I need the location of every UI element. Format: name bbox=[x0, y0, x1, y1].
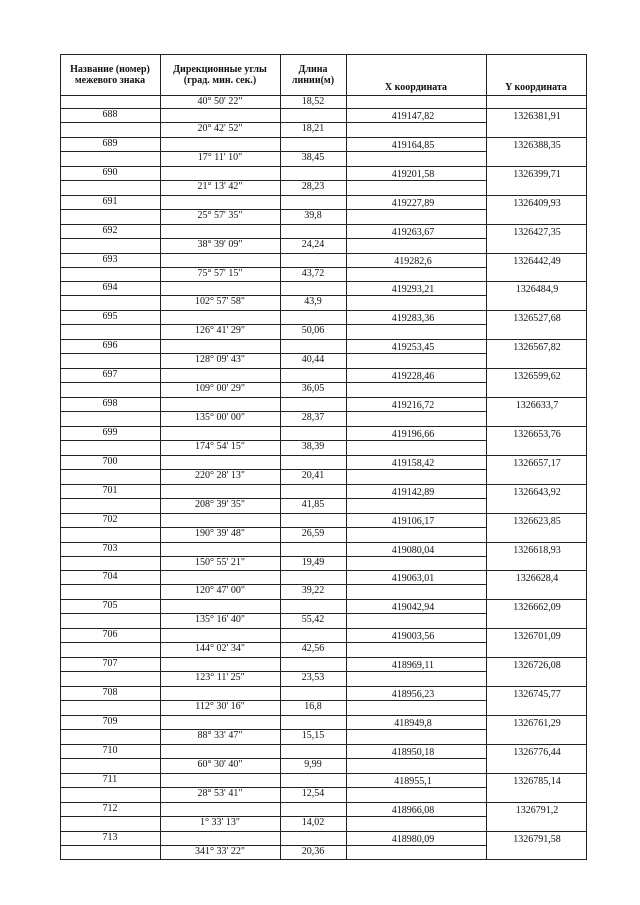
point-number: 706 bbox=[102, 629, 118, 641]
direction-angle: 112° 30' 16" bbox=[195, 701, 245, 712]
point-number: 696 bbox=[102, 340, 118, 352]
y-coordinate: 1326527,68 bbox=[513, 313, 561, 325]
line-length: 24,24 bbox=[301, 238, 325, 250]
point-number: 703 bbox=[102, 542, 118, 554]
direction-angle: 17° 11' 10" bbox=[197, 151, 243, 163]
point-number: 688 bbox=[102, 109, 118, 120]
y-coordinate: 1326726,08 bbox=[513, 660, 561, 672]
x-coordinate: 419142,89 bbox=[391, 486, 435, 498]
point-number: 705 bbox=[102, 600, 118, 612]
y-coordinate: 1326381,91 bbox=[513, 111, 561, 122]
line-length: 55,42 bbox=[301, 614, 325, 626]
x-coordinate: 419201,58 bbox=[391, 168, 435, 180]
x-coordinate: 419263,67 bbox=[391, 226, 435, 238]
y-coordinate: 1326399,71 bbox=[513, 168, 561, 180]
point-number: 694 bbox=[102, 282, 118, 294]
x-coordinate: 419283,36 bbox=[391, 313, 435, 325]
line-length: 50,06 bbox=[301, 325, 325, 337]
y-coordinate: 1326657,17 bbox=[513, 457, 561, 469]
y-coordinate: 1326633,7 bbox=[515, 400, 559, 411]
first-angle: 40° 50' 22" bbox=[197, 96, 243, 107]
point-number: 708 bbox=[102, 687, 118, 698]
point-number: 691 bbox=[102, 195, 118, 207]
x-coordinate: 419253,45 bbox=[391, 342, 435, 354]
line-length: 42,56 bbox=[301, 643, 325, 655]
x-coordinate: 419293,21 bbox=[391, 284, 435, 296]
y-coordinate: 1326653,76 bbox=[513, 428, 561, 440]
coordinates-table bbox=[60, 54, 586, 860]
point-number: 701 bbox=[102, 484, 118, 496]
direction-angle: 190° 39' 48" bbox=[195, 527, 245, 539]
line-length: 23,53 bbox=[301, 672, 325, 684]
x-coordinate: 418955,1 bbox=[394, 775, 432, 787]
x-coordinate: 419063,01 bbox=[391, 573, 435, 585]
line-length: 18,21 bbox=[301, 123, 325, 134]
y-coordinate: 1326484,9 bbox=[515, 284, 559, 296]
y-coordinate: 1326599,62 bbox=[513, 371, 561, 383]
col-border-4 bbox=[486, 54, 487, 860]
y-coordinate: 1326701,09 bbox=[513, 631, 561, 643]
x-coordinate: 418950,18 bbox=[391, 746, 435, 758]
y-coordinate: 1326643,92 bbox=[513, 486, 561, 498]
header-name: Название (номер) межевого знака bbox=[60, 54, 160, 96]
direction-angle: 135° 16' 40" bbox=[195, 614, 245, 626]
point-number: 690 bbox=[102, 166, 118, 178]
x-coordinate: 419042,94 bbox=[391, 602, 435, 614]
direction-angle: 341° 33' 22" bbox=[195, 845, 245, 857]
col-border-right bbox=[586, 54, 587, 860]
line-length: 14,02 bbox=[301, 816, 325, 828]
y-coordinate: 1326662,09 bbox=[513, 602, 561, 614]
y-coordinate: 1326623,85 bbox=[513, 515, 561, 527]
direction-angle: 123° 11' 25" bbox=[195, 672, 245, 684]
first-length: 18,52 bbox=[301, 96, 325, 107]
direction-angle: 208° 39' 35" bbox=[195, 498, 245, 510]
y-coordinate: 1326791,2 bbox=[515, 804, 559, 816]
line-length: 40,44 bbox=[301, 354, 325, 366]
line-length: 41,85 bbox=[301, 498, 325, 510]
line-length: 43,9 bbox=[304, 296, 322, 308]
point-number: 698 bbox=[102, 398, 118, 409]
y-coordinate: 1326409,93 bbox=[513, 197, 561, 209]
direction-angle: 128° 09' 43" bbox=[195, 354, 245, 366]
point-number: 707 bbox=[102, 658, 118, 670]
header-x: X координата bbox=[346, 54, 486, 96]
direction-angle: 109° 00' 29" bbox=[195, 383, 245, 395]
x-coordinate: 418969,11 bbox=[391, 660, 435, 672]
line-length: 20,41 bbox=[301, 469, 325, 481]
y-coordinate: 1326427,35 bbox=[513, 226, 561, 238]
direction-angle: 20° 42' 52" bbox=[197, 123, 243, 134]
direction-angle: 126° 41' 29" bbox=[195, 325, 245, 337]
direction-angle: 135° 00' 00" bbox=[195, 412, 245, 423]
point-number: 712 bbox=[102, 802, 118, 814]
line-length: 12,54 bbox=[301, 787, 325, 799]
line-length: 19,49 bbox=[301, 556, 325, 568]
header-angle: Дирекционные углы (град. мин. сек.) bbox=[160, 54, 280, 96]
direction-angle: 174° 54' 15" bbox=[195, 440, 245, 452]
point-number: 689 bbox=[102, 137, 118, 149]
line-length: 43,72 bbox=[301, 267, 325, 279]
direction-angle: 88° 33' 47" bbox=[197, 729, 243, 741]
point-number: 713 bbox=[102, 831, 118, 843]
x-coordinate: 419216,72 bbox=[391, 400, 435, 411]
x-coordinate: 419003,56 bbox=[391, 631, 435, 643]
col-border-3 bbox=[346, 54, 347, 860]
point-number: 692 bbox=[102, 224, 118, 236]
x-coordinate: 419147,82 bbox=[391, 111, 435, 122]
header-y: Y координата bbox=[486, 54, 586, 96]
x-coordinate: 418949,8 bbox=[394, 717, 432, 729]
x-coordinate: 419227,89 bbox=[391, 197, 435, 209]
point-number: 700 bbox=[102, 455, 118, 467]
point-number: 693 bbox=[102, 253, 118, 265]
line-length: 28,37 bbox=[301, 412, 325, 423]
direction-angle: 120° 47' 00" bbox=[195, 585, 245, 597]
line-length: 28,23 bbox=[301, 180, 325, 192]
direction-angle: 21° 13' 42" bbox=[197, 180, 243, 192]
direction-angle: 25° 57' 35" bbox=[197, 209, 243, 221]
x-coordinate: 419158,42 bbox=[391, 457, 435, 469]
x-coordinate: 419196,66 bbox=[391, 428, 435, 440]
line-length: 9,99 bbox=[304, 758, 322, 770]
direction-angle: 1° 33' 13" bbox=[200, 816, 240, 828]
x-coordinate: 419106,17 bbox=[391, 515, 435, 527]
y-coordinate: 1326628,4 bbox=[515, 573, 559, 585]
direction-angle: 220° 28' 13" bbox=[195, 469, 245, 481]
y-coordinate: 1326791,58 bbox=[513, 833, 561, 845]
y-coordinate: 1326761,29 bbox=[513, 717, 561, 729]
y-coordinate: 1326567,82 bbox=[513, 342, 561, 354]
y-coordinate: 1326785,14 bbox=[513, 775, 561, 787]
x-coordinate: 419164,85 bbox=[391, 139, 435, 151]
line-length: 39,22 bbox=[301, 585, 325, 597]
table-bottom-border bbox=[60, 859, 586, 860]
x-coordinate: 419228,46 bbox=[391, 371, 435, 383]
x-coordinate: 418966,08 bbox=[391, 804, 435, 816]
line-length: 38,45 bbox=[301, 151, 325, 163]
y-coordinate: 1326776,44 bbox=[513, 746, 561, 758]
direction-angle: 28° 53' 41" bbox=[197, 787, 243, 799]
x-coordinate: 418980,09 bbox=[391, 833, 435, 845]
point-number: 702 bbox=[102, 513, 118, 525]
direction-angle: 75° 57' 15" bbox=[197, 267, 243, 279]
line-length: 39,8 bbox=[304, 209, 322, 221]
x-coordinate: 419080,04 bbox=[391, 544, 435, 556]
point-number: 710 bbox=[102, 744, 118, 756]
direction-angle: 150° 55' 21" bbox=[195, 556, 245, 568]
line-length: 16,8 bbox=[304, 701, 322, 712]
direction-angle: 38° 39' 09" bbox=[197, 238, 243, 250]
y-coordinate: 1326442,49 bbox=[513, 255, 561, 267]
y-coordinate: 1326618,93 bbox=[513, 544, 561, 556]
point-number: 711 bbox=[102, 773, 118, 785]
direction-angle: 144° 02' 34" bbox=[195, 643, 245, 655]
line-length: 36,05 bbox=[301, 383, 325, 395]
point-number: 697 bbox=[102, 369, 118, 381]
point-number: 699 bbox=[102, 426, 118, 438]
point-number: 709 bbox=[102, 715, 118, 727]
x-coordinate: 419282,6 bbox=[394, 255, 432, 267]
header-length: Длина линии(м) bbox=[280, 54, 346, 96]
y-coordinate: 1326745,77 bbox=[513, 689, 561, 700]
line-length: 20,36 bbox=[301, 845, 325, 857]
direction-angle: 60° 30' 40" bbox=[197, 758, 243, 770]
y-coordinate: 1326388,35 bbox=[513, 139, 561, 151]
line-length: 26,59 bbox=[301, 527, 325, 539]
line-length: 38,39 bbox=[301, 440, 325, 452]
point-number: 695 bbox=[102, 311, 118, 323]
x-coordinate: 418956,23 bbox=[391, 689, 435, 700]
direction-angle: 102° 57' 58" bbox=[195, 296, 245, 308]
line-length: 15,15 bbox=[301, 729, 325, 741]
point-number: 704 bbox=[102, 571, 118, 583]
